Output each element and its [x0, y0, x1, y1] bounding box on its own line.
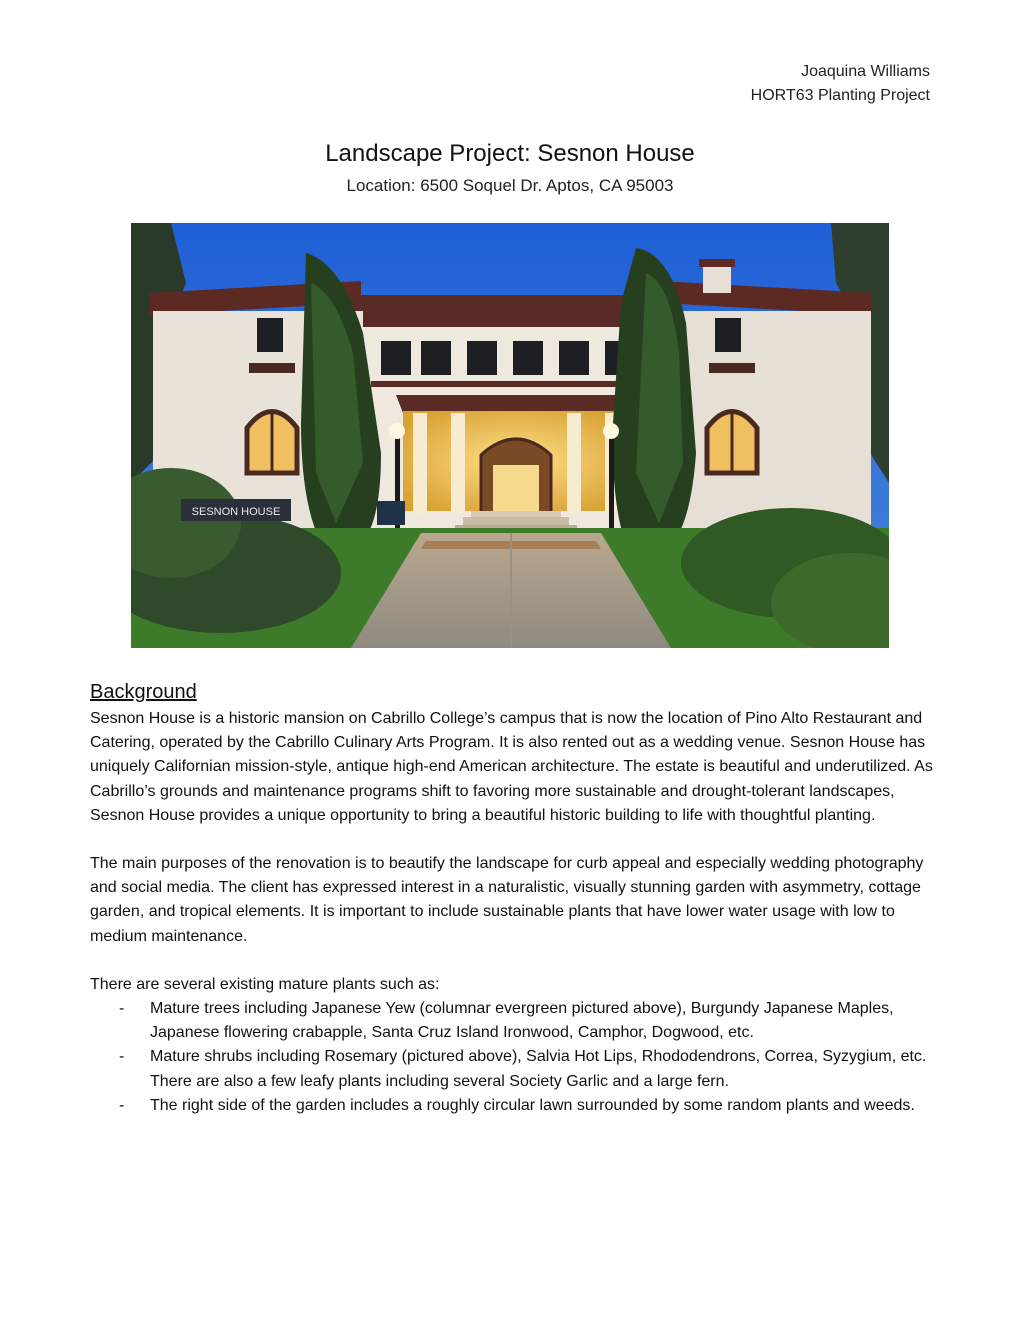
bullet-marker: - — [119, 1096, 125, 1114]
background-paragraph-3: There are several existing mature plants such as: — [90, 975, 440, 993]
background-paragraph-2: The main purposes of the renovation is to beautify the landscape for curb appeal and especially wedding photography and social media. The client has expressed interest in a naturalistic, visually stunning garden with asymmetry, cottage garden, and tropical elements. It is important to include sustainable plants that have lower water usage with low to medium maintenance. — [90, 855, 924, 945]
background-paragraph-1: Sesnon House is a historic mansion on Cabrillo College’s campus that is now the location of Pino Alto Restaurant and Catering, operated by the Cabrillo Culinary Arts Program. It is also rented out as a wedding venue. Sesnon House has uniquely Californian mission-style, antique high-end American architecture. The estate is beautiful and underutilized. As Cabrillo’s grounds and maintenance programs shift to favoring more sustainable and drought-tolerant landscapes, Sesnon House provides a unique opportunity to bring a beautiful historic building to life with thoughtful planting. — [90, 710, 933, 824]
list-item — [90, 997, 935, 1045]
list-item-text: Mature shrubs including Rosemary (pictured above), Salvia Hot Lips, Rhododendrons, Correa, Syzygium, etc. There are also a few leafy plants including several Society Garlic and a large fern. — [150, 1048, 927, 1090]
photo-sign-text: SESNON HOUSE — [191, 506, 281, 518]
location-subtitle: Location: 6500 Soquel Dr. Aptos, CA 95003 — [346, 176, 674, 195]
page-title: Landscape Project: Sesnon House — [325, 140, 695, 167]
sesnon-house-photo — [131, 223, 889, 648]
list-item — [90, 1094, 935, 1118]
list-item-text: The right side of the garden includes a roughly circular lawn surrounded by some random plants and weeds. — [150, 1096, 915, 1114]
author-name: Joaquina Williams — [801, 63, 930, 80]
course-name: HORT63 Planting Project — [750, 87, 930, 104]
existing-plants-list — [90, 997, 935, 1118]
background-section — [90, 679, 935, 1118]
bullet-marker: - — [119, 1000, 125, 1018]
document-header — [751, 60, 930, 108]
bullet-marker: - — [119, 1048, 125, 1066]
list-item-text: Mature trees including Japanese Yew (columnar evergreen pictured above), Burgundy Japanese Maples, Japanese flowering crabapple, Santa Cruz Island Ironwood, Camphor, Dogwood, etc. — [150, 1000, 894, 1042]
list-item — [90, 1045, 935, 1093]
background-heading: Background — [90, 681, 197, 703]
